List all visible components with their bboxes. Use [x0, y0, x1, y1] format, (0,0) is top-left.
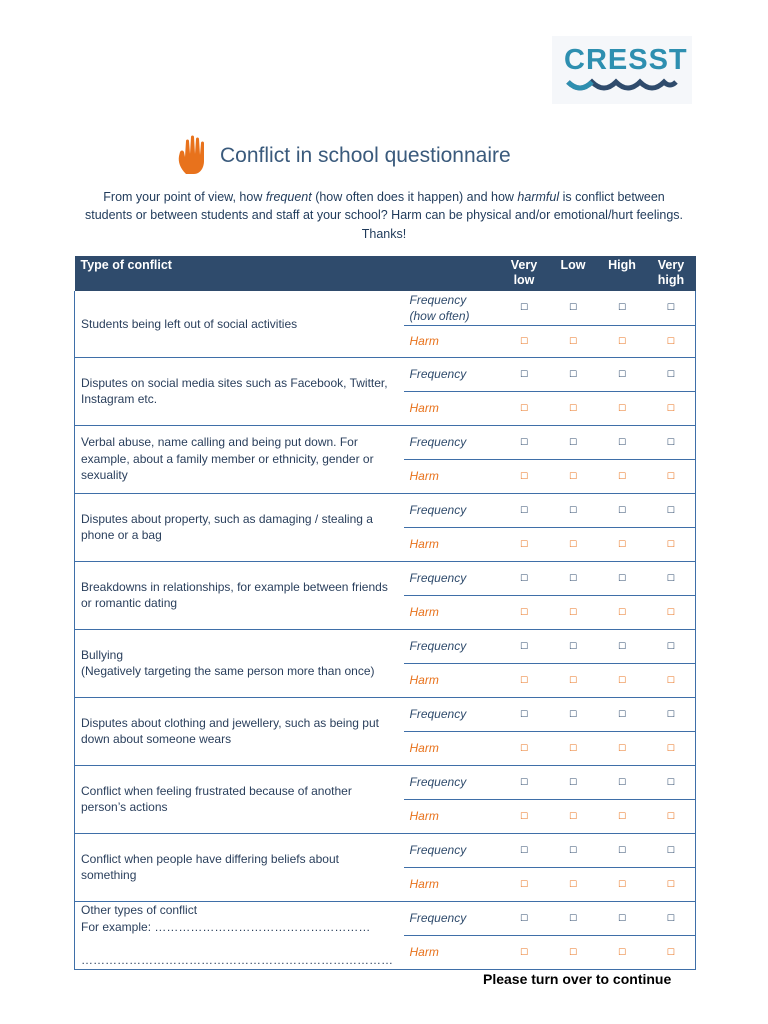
harm-checkbox[interactable]: ☐	[647, 391, 696, 425]
table-row	[75, 425, 696, 459]
conflict-type: Breakdowns in relationships, for example between friends or romantic dating	[75, 561, 404, 629]
frequency-checkbox[interactable]: ☐	[500, 561, 549, 595]
harm-label: Harm	[404, 935, 500, 969]
harm-checkbox[interactable]: ☐	[598, 799, 647, 833]
harm-label: Harm	[404, 325, 500, 357]
harm-checkbox[interactable]: ☐	[500, 935, 549, 969]
frequency-checkbox[interactable]: ☐	[500, 291, 549, 325]
harm-checkbox[interactable]: ☐	[647, 663, 696, 697]
frequency-checkbox[interactable]: ☐	[549, 493, 598, 527]
hand-stop-icon	[176, 134, 212, 176]
intro-text-3: is conflict between students or between students and staff at your school? Harm can be physical and/or emotional/hurt feelings. Thanks!	[84, 190, 684, 241]
harm-checkbox[interactable]: ☐	[598, 459, 647, 493]
table-row	[75, 765, 696, 799]
conflict-type: Disputes about property, such as damaging / stealing a phone or a bag	[75, 493, 404, 561]
harm-checkbox[interactable]: ☐	[549, 595, 598, 629]
conflict-type: Conflict when people have differing beliefs about something	[75, 833, 404, 901]
harm-label: Harm	[404, 527, 500, 561]
frequency-checkbox[interactable]: ☐	[598, 697, 647, 731]
frequency-checkbox[interactable]: ☐	[598, 765, 647, 799]
frequency-checkbox[interactable]: ☐	[549, 425, 598, 459]
frequency-label: Frequency	[404, 357, 500, 391]
harm-label: Harm	[404, 459, 500, 493]
frequency-label: Frequency	[404, 901, 500, 935]
frequency-checkbox[interactable]: ☐	[549, 561, 598, 595]
harm-label: Harm	[404, 595, 500, 629]
col-low: Low	[549, 256, 598, 291]
frequency-checkbox[interactable]: ☐	[598, 901, 647, 935]
frequency-checkbox[interactable]: ☐	[647, 493, 696, 527]
harm-checkbox[interactable]: ☐	[549, 867, 598, 901]
conflict-type: Disputes about clothing and jewellery, such as being put down about someone wears	[75, 697, 404, 765]
frequency-label: Frequency	[404, 629, 500, 663]
harm-checkbox[interactable]: ☐	[500, 867, 549, 901]
harm-checkbox[interactable]: ☐	[647, 799, 696, 833]
conflict-type: Other types of conflict For example: ……………………………………………… ……………………………………………………………………	[75, 901, 404, 969]
frequency-checkbox[interactable]: ☐	[549, 629, 598, 663]
footer-note: Please turn over to continue	[483, 971, 672, 987]
harm-checkbox[interactable]: ☐	[549, 325, 598, 357]
col-high: High	[598, 256, 647, 291]
harm-checkbox[interactable]: ☐	[598, 663, 647, 697]
harm-checkbox[interactable]: ☐	[500, 527, 549, 561]
frequency-checkbox[interactable]: ☐	[500, 425, 549, 459]
frequency-checkbox[interactable]: ☐	[549, 697, 598, 731]
conflict-type: Students being left out of social activities	[75, 291, 404, 357]
frequency-checkbox[interactable]: ☐	[500, 901, 549, 935]
col-type-header: Type of conflict	[75, 256, 500, 291]
harm-checkbox[interactable]: ☐	[549, 935, 598, 969]
frequency-checkbox[interactable]: ☐	[500, 357, 549, 391]
cresst-logo	[552, 36, 692, 104]
frequency-label: Frequency	[404, 697, 500, 731]
harm-checkbox[interactable]: ☐	[549, 459, 598, 493]
page-title: Conflict in school questionnaire	[220, 144, 511, 167]
conflict-type: Bullying (Negatively targeting the same person more than once)	[75, 629, 404, 697]
table-row	[75, 629, 696, 663]
frequency-label: Frequency	[404, 765, 500, 799]
frequency-checkbox[interactable]: ☐	[647, 629, 696, 663]
frequency-checkbox[interactable]: ☐	[500, 765, 549, 799]
frequency-checkbox[interactable]: ☐	[647, 901, 696, 935]
harm-checkbox[interactable]: ☐	[598, 731, 647, 765]
table-row	[75, 561, 696, 595]
intro-harmful: harmful	[517, 190, 560, 204]
intro-paragraph	[80, 188, 688, 243]
harm-checkbox[interactable]: ☐	[598, 391, 647, 425]
table-row	[75, 291, 696, 325]
conflict-type: Conflict when feeling frustrated because of another person’s actions	[75, 765, 404, 833]
harm-checkbox[interactable]: ☐	[598, 527, 647, 561]
table-header	[75, 256, 696, 291]
frequency-checkbox[interactable]: ☐	[598, 493, 647, 527]
harm-checkbox[interactable]: ☐	[549, 527, 598, 561]
harm-checkbox[interactable]: ☐	[500, 731, 549, 765]
intro-text-2: (how often does it happen) and how	[311, 190, 518, 204]
frequency-checkbox[interactable]: ☐	[598, 425, 647, 459]
harm-checkbox[interactable]: ☐	[647, 595, 696, 629]
intro-text-1: From your point of view, how	[103, 190, 266, 204]
harm-checkbox[interactable]: ☐	[598, 595, 647, 629]
questionnaire-table	[74, 256, 696, 970]
harm-checkbox[interactable]: ☐	[500, 459, 549, 493]
frequency-checkbox[interactable]: ☐	[500, 833, 549, 867]
harm-checkbox[interactable]: ☐	[549, 663, 598, 697]
frequency-checkbox[interactable]: ☐	[598, 833, 647, 867]
frequency-checkbox[interactable]: ☐	[549, 833, 598, 867]
table-row	[75, 833, 696, 867]
frequency-checkbox[interactable]: ☐	[549, 357, 598, 391]
harm-label: Harm	[404, 867, 500, 901]
frequency-checkbox[interactable]: ☐	[598, 629, 647, 663]
harm-checkbox[interactable]: ☐	[500, 799, 549, 833]
harm-checkbox[interactable]: ☐	[500, 663, 549, 697]
harm-checkbox[interactable]: ☐	[500, 391, 549, 425]
frequency-label: Frequency (how often)	[404, 291, 500, 325]
frequency-checkbox[interactable]: ☐	[500, 697, 549, 731]
harm-label: Harm	[404, 663, 500, 697]
frequency-checkbox[interactable]: ☐	[549, 901, 598, 935]
logo-waves-icon	[566, 78, 678, 94]
frequency-label: Frequency	[404, 425, 500, 459]
frequency-checkbox[interactable]: ☐	[500, 629, 549, 663]
frequency-checkbox[interactable]: ☐	[647, 425, 696, 459]
harm-checkbox[interactable]: ☐	[647, 527, 696, 561]
frequency-checkbox[interactable]: ☐	[647, 357, 696, 391]
frequency-checkbox[interactable]: ☐	[549, 291, 598, 325]
col-very-high: Very high	[647, 256, 696, 291]
frequency-checkbox[interactable]: ☐	[647, 291, 696, 325]
harm-label: Harm	[404, 391, 500, 425]
table-row	[75, 357, 696, 391]
frequency-label: Frequency	[404, 833, 500, 867]
frequency-checkbox[interactable]: ☐	[647, 833, 696, 867]
harm-checkbox[interactable]: ☐	[647, 935, 696, 969]
frequency-checkbox[interactable]: ☐	[549, 765, 598, 799]
harm-checkbox[interactable]: ☐	[647, 867, 696, 901]
logo-text: CRESST	[564, 44, 688, 76]
conflict-type: Verbal abuse, name calling and being put down. For example, about a family member or ethnicity, gender or sexuality	[75, 425, 404, 493]
harm-label: Harm	[404, 799, 500, 833]
conflict-type: Disputes on social media sites such as Facebook, Twitter, Instagram etc.	[75, 357, 404, 425]
frequency-label: Frequency	[404, 493, 500, 527]
frequency-checkbox[interactable]: ☐	[598, 357, 647, 391]
intro-frequent: frequent	[265, 190, 312, 204]
table-row	[75, 493, 696, 527]
frequency-checkbox[interactable]: ☐	[647, 697, 696, 731]
harm-checkbox[interactable]: ☐	[500, 325, 549, 357]
frequency-checkbox[interactable]: ☐	[647, 765, 696, 799]
harm-checkbox[interactable]: ☐	[549, 799, 598, 833]
frequency-checkbox[interactable]: ☐	[500, 493, 549, 527]
harm-checkbox[interactable]: ☐	[647, 325, 696, 357]
harm-checkbox[interactable]: ☐	[500, 595, 549, 629]
table-row	[75, 901, 696, 935]
frequency-checkbox[interactable]: ☐	[598, 561, 647, 595]
frequency-checkbox[interactable]: ☐	[598, 291, 647, 325]
harm-checkbox[interactable]: ☐	[549, 391, 598, 425]
table-row	[75, 697, 696, 731]
frequency-checkbox[interactable]: ☐	[647, 561, 696, 595]
col-very-low: Very low	[500, 256, 549, 291]
harm-checkbox[interactable]: ☐	[647, 731, 696, 765]
harm-checkbox[interactable]: ☐	[549, 731, 598, 765]
harm-checkbox[interactable]: ☐	[598, 935, 647, 969]
harm-checkbox[interactable]: ☐	[598, 325, 647, 357]
frequency-label: Frequency	[404, 561, 500, 595]
harm-checkbox[interactable]: ☐	[647, 459, 696, 493]
harm-checkbox[interactable]: ☐	[598, 867, 647, 901]
harm-label: Harm	[404, 731, 500, 765]
table-body	[75, 291, 696, 969]
